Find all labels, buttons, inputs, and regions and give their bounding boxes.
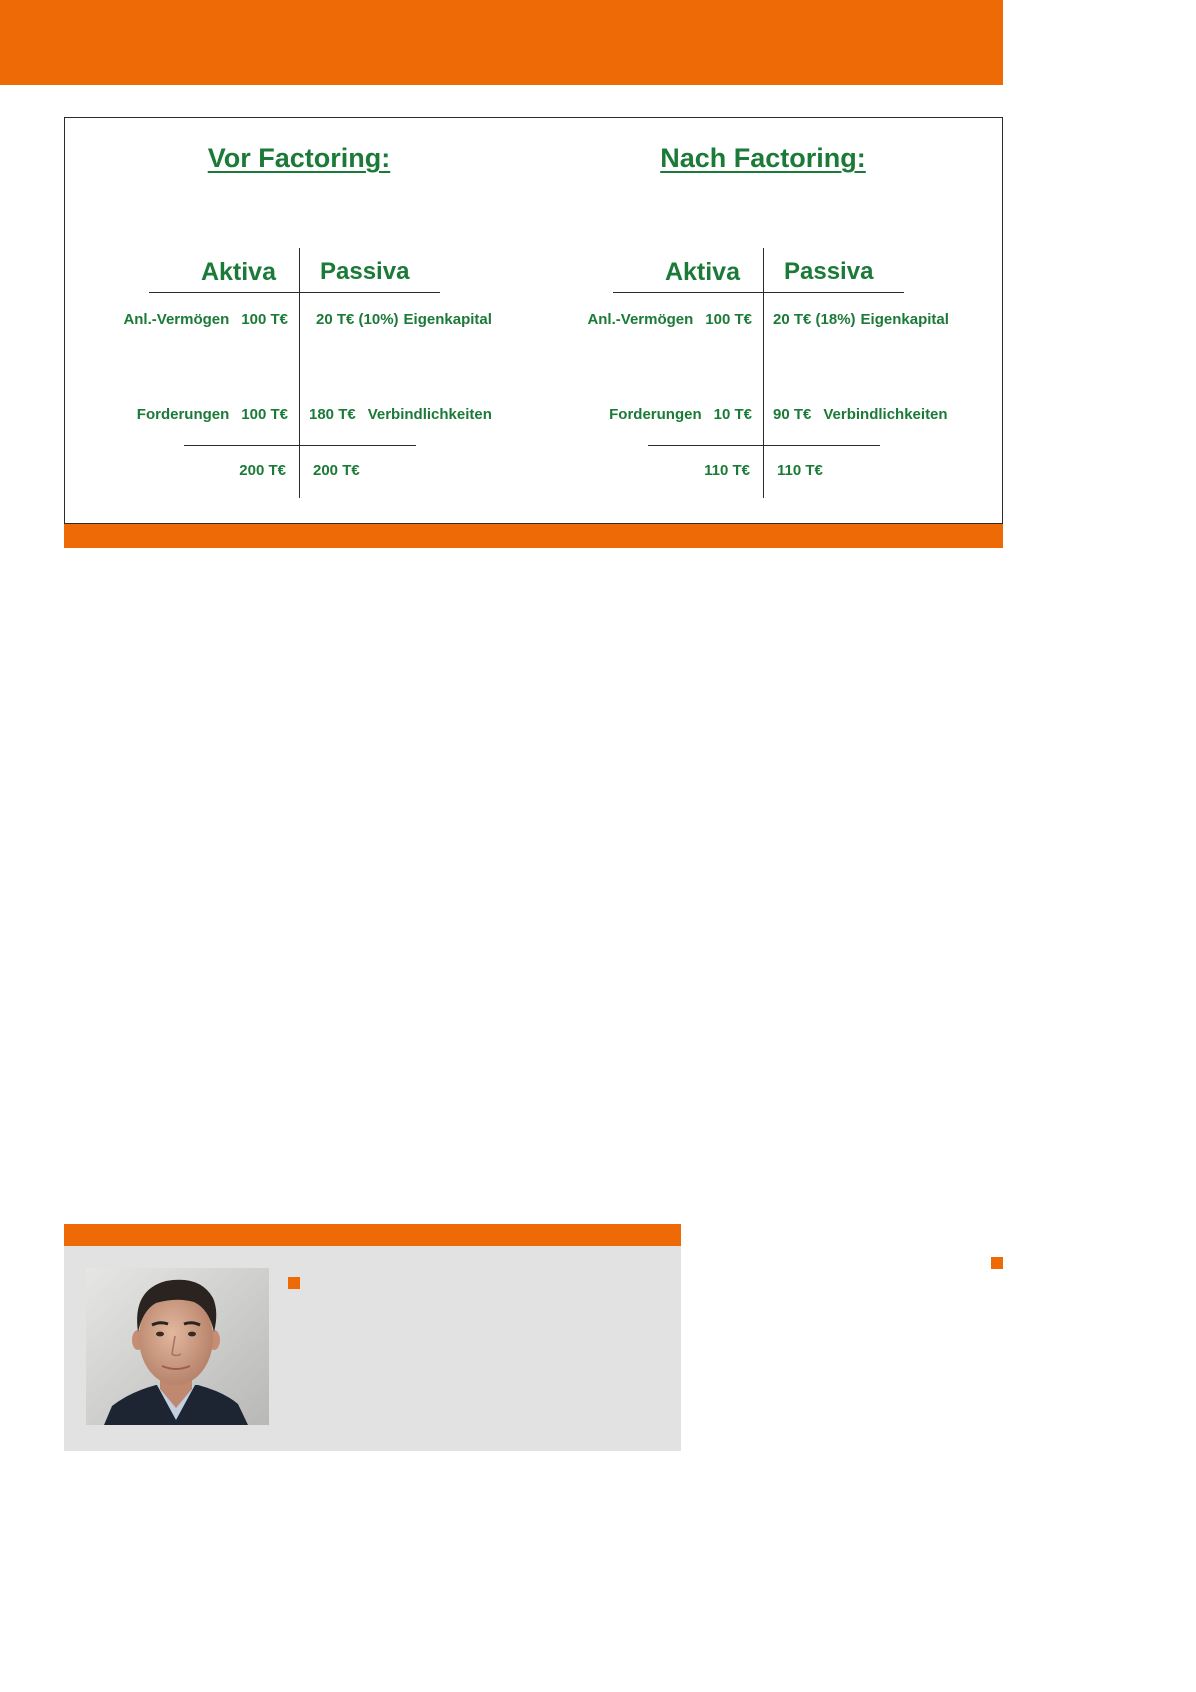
passiva-entry [316, 311, 492, 329]
passiva-entry-label: Eigenkapital [403, 311, 492, 328]
aktiva-entry [123, 311, 288, 329]
passiva-entry-label: Verbindlichkeiten [367, 406, 492, 423]
aktiva-total: 200 T€ [239, 462, 286, 479]
t-account-total-rule [648, 445, 880, 446]
passiva-entry [773, 406, 948, 424]
aktiva-entry-label: Anl.-Vermögen [123, 311, 230, 328]
t-account-total-rule [184, 445, 416, 446]
aktiva-entry-label: Forderungen [136, 406, 230, 423]
passiva-header: Passiva [320, 258, 410, 285]
aktiva-entry-amount: 100 T€ [705, 311, 752, 328]
passiva-entry-amount: 20 T€ (10%) [316, 311, 399, 328]
passiva-entry-label: Verbindlichkeiten [823, 406, 948, 423]
author-portrait [86, 1268, 269, 1425]
aktiva-entry-label: Forderungen [609, 406, 702, 423]
aktiva-header: Aktiva [664, 258, 740, 286]
t-account-vertical-rule [299, 248, 300, 498]
passiva-total: 200 T€ [313, 462, 360, 479]
passiva-header: Passiva [784, 258, 874, 285]
passiva-entry [309, 406, 492, 424]
aktiva-entry-amount: 100 T€ [241, 311, 288, 328]
t-account-vertical-rule [763, 248, 764, 498]
passiva-entry-amount: 20 T€ (18%) [773, 311, 856, 328]
figure-accent-bar [64, 524, 1003, 548]
aktiva-entry-amount: 100 T€ [241, 406, 288, 423]
aktiva-header: Aktiva [200, 258, 276, 286]
passiva-entry-amount: 90 T€ [773, 406, 812, 423]
balance-sheet-title: Vor Factoring: [207, 143, 391, 173]
aktiva-total: 110 T€ [704, 462, 750, 479]
aktiva-entry [137, 406, 288, 424]
square-bullet-icon [288, 1277, 300, 1289]
header-accent-bar [0, 0, 1003, 85]
passiva-entry [773, 311, 949, 329]
aktiva-entry [609, 406, 752, 424]
passiva-total: 110 T€ [777, 462, 823, 479]
author-portrait-image [86, 1268, 269, 1425]
author-box-accent-bar [64, 1224, 681, 1246]
balance-sheet-title: Nach Factoring: [660, 143, 866, 173]
aktiva-entry-amount: 10 T€ [713, 406, 752, 423]
passiva-entry-amount: 180 T€ [309, 406, 356, 423]
margin-marker-square-icon [991, 1257, 1003, 1269]
t-account-header-rule [149, 292, 440, 293]
aktiva-entry-label: Anl.-Vermögen [587, 311, 694, 328]
t-account-header-rule [613, 292, 904, 293]
passiva-entry-label: Eigenkapital [860, 311, 949, 328]
aktiva-entry [587, 311, 752, 329]
